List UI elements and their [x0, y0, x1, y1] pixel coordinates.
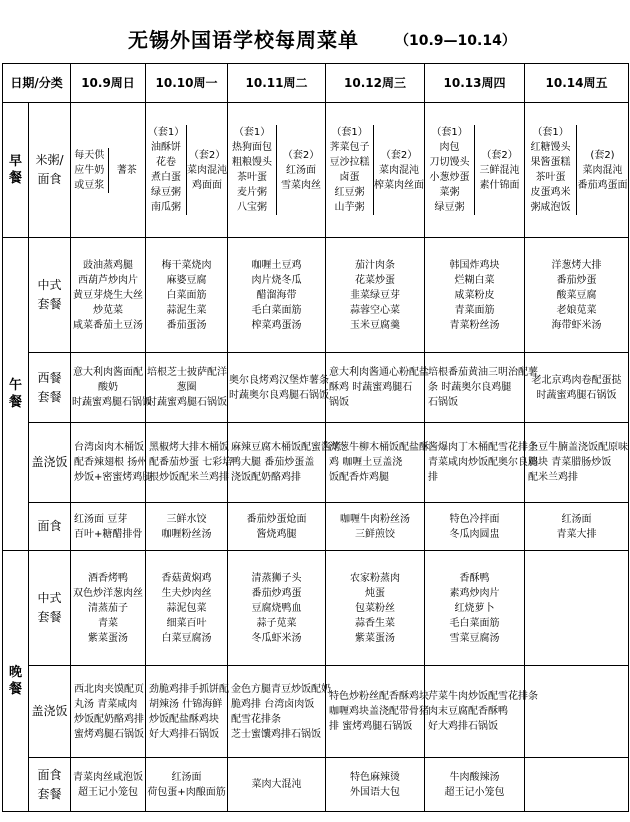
- menu-item-line: （套1）: [331, 127, 368, 138]
- menu-item-line: 牛肉酸辣汤: [449, 771, 500, 783]
- menu-item-line: 配米兰鸡排: [528, 472, 579, 483]
- menu-item-line: 油酥饼: [151, 142, 182, 153]
- menu-item-line: 洋葱烤大排: [551, 259, 602, 271]
- menu-cell: [425, 758, 525, 812]
- set-1-column: [146, 125, 186, 215]
- menu-item-line: 老娘苋菜: [556, 304, 597, 316]
- menu-item-line: （套2）: [481, 149, 518, 161]
- menu-cell: [525, 423, 629, 503]
- menu-cell: [326, 551, 425, 666]
- menu-item-line: 红汤面: [286, 164, 317, 176]
- menu-item-line: 咖喱鸡块盖浇配带骨猪: [329, 706, 430, 717]
- menu-item-line: 蓍茶: [116, 164, 137, 176]
- menu-item-line: 青菜肉丝咸泡饭: [73, 771, 144, 783]
- menu-item-line: 蜜烤鸡腿石锅饭: [74, 728, 145, 740]
- menu-item-line: （套2）: [188, 149, 226, 161]
- menu-item-line: 超王记小笼包: [78, 786, 139, 798]
- set-1-column: [425, 125, 474, 215]
- menu-cell: [525, 238, 629, 353]
- menu-item-line: 冬瓜虾米汤: [251, 632, 302, 644]
- category-label: 西餐 套餐: [29, 353, 71, 423]
- menu-item-line: 荠菜包子: [329, 142, 370, 153]
- menu-cell: [228, 503, 326, 551]
- menu-item-line: 韩国炸鸡块: [449, 259, 500, 271]
- menu-item-line: 炒苋菜: [93, 304, 124, 316]
- menu-item-line: 荷包蛋+肉酿面筋: [147, 786, 226, 798]
- menu-item-line: 青菜大排: [556, 528, 597, 540]
- menu-cell: [228, 666, 332, 758]
- menu-item-line: 红糖馒头: [530, 142, 571, 153]
- weekly-menu-table: [2, 63, 629, 812]
- menu-cell: [71, 666, 146, 758]
- menu-item-line: 应牛奶: [74, 164, 105, 176]
- dinner-rice-row: [3, 666, 629, 758]
- menu-item-line: 鸡面面: [192, 179, 223, 191]
- header-row: [3, 64, 629, 103]
- date-range: （10.9—10.14）: [395, 33, 516, 49]
- menu-item-line: 果酱蛋糕: [530, 157, 571, 168]
- menu-item-line: 酥鸡 时蔬蜜鸡腿石: [329, 382, 413, 393]
- menu-item-line: 菜肉混沌: [379, 164, 420, 176]
- menu-item-line: 南瓜粥: [151, 202, 182, 213]
- menu-item-line: 三鲜水饺: [166, 513, 207, 525]
- page-title: 无锡外国语学校每周菜单: [128, 28, 359, 52]
- menu-cell: [228, 238, 326, 353]
- lunch-chinese-row: [3, 238, 629, 353]
- menu-item-line: 番茄蛋汤: [166, 319, 207, 331]
- corner-header: 日期/分类: [3, 64, 71, 103]
- menu-item-line: 蒜子苋菜: [256, 617, 297, 629]
- menu-item-line: 时蔬奥尔良鸡腿石锅饭: [229, 389, 330, 401]
- menu-cell: [326, 503, 425, 551]
- menu-item-line: 茶叶蛋: [535, 172, 566, 183]
- set-1-column: [71, 148, 108, 193]
- menu-item-line: 炒饭配奶酪鸡排: [74, 713, 145, 725]
- category-label: 盖浇饭: [29, 666, 71, 758]
- menu-item-line: 时蔬蜜鸡腿石锅饭: [147, 397, 228, 408]
- menu-cell: [228, 353, 330, 423]
- menu-item-line: 酱烧鸡腿: [256, 528, 297, 540]
- category-label: 盖浇饭: [29, 423, 71, 503]
- menu-cell: [146, 353, 228, 423]
- menu-item-line: 梅干菜烧肉: [161, 259, 212, 271]
- meal-label-dinner: 晚 餐: [3, 551, 29, 812]
- menu-item-line: 酸菜豆腐: [556, 289, 597, 301]
- lunch-noodle-row: [3, 503, 629, 551]
- menu-item-line: 超王记小笼包: [444, 786, 505, 798]
- menu-item-line: 每天供: [74, 149, 105, 161]
- menu-item-line: 煮白蛋: [151, 172, 182, 183]
- menu-item-line: 蒜泥包菜: [166, 602, 207, 614]
- menu-item-line: 土豆牛腩盖浇饭配原味: [528, 442, 629, 453]
- menu-cell: [146, 666, 228, 758]
- menu-item-line: 洋葱牛柳木桶饭配盐酥: [329, 442, 430, 453]
- menu-cell: [71, 758, 146, 812]
- menu-item-line: 青菜面筋: [454, 304, 495, 316]
- menu-item-line: 肉片烧冬瓜: [251, 274, 302, 286]
- set-2-column: [276, 125, 325, 215]
- menu-item-line: 青菜粉丝汤: [449, 319, 500, 331]
- menu-item-line: 炖蛋: [365, 587, 386, 599]
- menu-item-line: 麻辣豆腐木桶饭配蜜酱烤: [231, 442, 342, 453]
- menu-cell: [146, 758, 228, 812]
- menu-item-line: 热狗面包: [232, 142, 273, 153]
- set-1-column: [228, 125, 276, 215]
- menu-item-line: 丸汤 青菜咸肉: [74, 698, 138, 710]
- menu-item-line: 小葱炒蛋: [429, 172, 470, 183]
- menu-item-line: 肉包: [439, 142, 460, 153]
- menu-item-line: 饭配香炸鸡腿: [329, 472, 390, 483]
- menu-item-line: 百叶+糖醋排骨: [74, 528, 143, 540]
- menu-item-line: 花卷: [156, 157, 177, 168]
- menu-item-line: 红汤面 豆芽: [74, 513, 128, 525]
- menu-item-line: 培根番茄黄油三明治配薯: [428, 367, 539, 378]
- menu-item-line: 刀切馒头: [429, 157, 470, 168]
- menu-item-line: 茄汁肉条: [355, 259, 396, 271]
- set-2-column: [576, 125, 628, 215]
- menu-item-line: 毛白菜面筋: [449, 617, 500, 629]
- menu-cell: [425, 353, 539, 423]
- set-1-column: [326, 125, 373, 215]
- menu-cell: [425, 238, 525, 353]
- menu-cell: [71, 423, 153, 503]
- menu-item-line: 雪菜豆腐汤: [449, 632, 500, 644]
- menu-item-line: 毛白菜面筋: [251, 304, 302, 316]
- menu-item-line: 八宝粥: [237, 202, 268, 213]
- menu-item-line: 青菜: [98, 617, 119, 629]
- menu-item-line: 特色冷拌面: [449, 513, 500, 525]
- menu-cell: [525, 353, 629, 423]
- menu-item-line: (套2): [590, 149, 615, 161]
- menu-item-line: 时蔬蜜鸡腿石锅饭: [536, 389, 617, 401]
- menu-item-line: 红汤面: [171, 771, 202, 783]
- menu-item-line: 绿豆粥: [434, 202, 465, 213]
- lunch-western-row: [3, 353, 629, 423]
- menu-item-line: 绿豆粥: [151, 187, 182, 198]
- menu-item-line: 黑椒烤大排木桶饭: [149, 442, 230, 453]
- menu-item-line: （套1）: [147, 127, 185, 138]
- menu-item-line: 配番茄炒蛋 七彩培: [149, 457, 233, 468]
- menu-item-line: 肉末豆腐配香酥鸭: [428, 706, 509, 717]
- menu-item-line: 双色炒洋葱肉丝: [73, 587, 144, 599]
- menu-item-line: 清蒸狮子头: [251, 572, 302, 584]
- menu-item-line: 麻婆豆腐: [166, 274, 207, 286]
- menu-cell: [71, 353, 153, 423]
- menu-item-line: 台湾卤肉木桶饭: [74, 442, 145, 453]
- category-label: 面食: [29, 503, 71, 551]
- menu-item-line: 素鸡炒肉片: [449, 587, 500, 599]
- meal-label-breakfast: 早 餐: [3, 103, 29, 238]
- menu-item-line: 雪菜肉丝: [281, 179, 322, 191]
- menu-item-line: 豉油蒸鸡腿: [83, 259, 134, 271]
- menu-item-line: 特色麻辣烫: [350, 771, 401, 783]
- menu-item-line: 鸭大腿 番茄炒蛋盖: [231, 457, 315, 468]
- menu-item-line: 酸奶: [98, 382, 119, 393]
- menu-item-line: 红烧萝卜: [454, 602, 495, 614]
- menu-cell: [71, 503, 146, 551]
- set-2-column: [474, 125, 524, 215]
- menu-item-line: 蒜泥生菜: [166, 304, 207, 316]
- menu-item-line: 葱圈: [176, 382, 197, 393]
- menu-item-line: 山芋粥: [334, 202, 365, 213]
- menu-item-line: 素什锦面: [479, 179, 520, 191]
- menu-cell: [71, 238, 146, 353]
- breakfast-cell: [425, 103, 525, 238]
- menu-cell-empty: [525, 551, 629, 666]
- breakfast-cell: [71, 103, 146, 238]
- menu-item-line: 玉米豆腐羹: [350, 319, 401, 331]
- menu-item-line: 蒜香生菜: [355, 617, 396, 629]
- category-label: 面食 套餐: [29, 758, 71, 812]
- menu-item-line: （套1）: [532, 127, 569, 138]
- day-header: 10.14周五: [525, 64, 629, 103]
- dinner-noodle-row: [3, 758, 629, 812]
- set-2-column: [108, 148, 146, 193]
- menu-item-line: 咖喱粉丝汤: [161, 528, 212, 540]
- menu-cell: [326, 238, 425, 353]
- menu-item-line: 劲脆鸡排手抓饼配: [149, 683, 230, 695]
- menu-item-line: 意大利肉酱通心粉配盐: [329, 367, 430, 378]
- menu-item-line: 咖喱土豆鸡: [251, 259, 302, 271]
- menu-item-line: 西北肉夹馍配页: [74, 683, 145, 695]
- menu-item-line: 粗粮馒头: [232, 157, 273, 168]
- menu-item-line: 香酥鸭: [459, 572, 490, 584]
- day-header: 10.13周四: [425, 64, 525, 103]
- day-header: 10.12周三: [326, 64, 425, 103]
- set-2-column: [186, 125, 227, 215]
- menu-cell: [228, 423, 342, 503]
- menu-cell: [228, 551, 326, 666]
- menu-item-line: 好大鸡排石锅饭: [149, 728, 220, 740]
- menu-item-line: 奥尔良烤鸡汉堡炸薯条: [229, 374, 330, 386]
- dinner-chinese-row: [3, 551, 629, 666]
- menu-item-line: 好大鸡排石锅饭: [428, 721, 499, 732]
- category-label: 米粥/ 面食: [29, 103, 71, 238]
- menu-cell: [326, 423, 430, 503]
- menu-item-line: 番茄炒蛋炝面: [246, 513, 307, 525]
- menu-item-line: 紫菜蛋汤: [88, 632, 129, 644]
- menu-item-line: 细菜百叶: [166, 617, 207, 629]
- menu-item-line: 冬瓜肉圆盅: [449, 528, 500, 540]
- menu-item-line: 石锅饭: [428, 397, 459, 408]
- menu-item-line: 茶叶蛋: [237, 172, 268, 183]
- menu-item-line: （套1）: [233, 127, 271, 138]
- menu-cell: [425, 423, 539, 503]
- menu-cell: [146, 503, 228, 551]
- menu-item-line: 番茄炒蛋: [556, 274, 597, 286]
- menu-item-line: 芹菜牛肉炒饭配雪花排条: [428, 691, 539, 702]
- menu-item-line: 炒饭配盐酥鸡块: [149, 713, 220, 725]
- set-2-column: [373, 125, 424, 215]
- menu-item-line: 黄豆芽烧生大丝: [73, 289, 144, 301]
- menu-item-line: 花菜炒蛋: [355, 274, 396, 286]
- menu-cell: [326, 758, 425, 812]
- menu-cell-empty: [525, 666, 629, 758]
- breakfast-cell: [228, 103, 326, 238]
- menu-item-line: 鸡块 青菜腊肠炒饭: [528, 457, 612, 468]
- menu-item-line: 菜粥: [439, 187, 460, 198]
- menu-item-line: 或豆浆: [74, 179, 105, 191]
- menu-item-line: 酒香烤鸭: [88, 572, 129, 584]
- menu-item-line: 芝士蜜馕鸡排石锅饭: [231, 728, 322, 740]
- menu-cell: [326, 353, 430, 423]
- menu-cell: [425, 666, 539, 758]
- menu-item-line: 白菜豆腐汤: [161, 632, 212, 644]
- menu-item-line: 菜肉混沌: [582, 164, 623, 176]
- menu-item-line: 意大利肉酱面配: [73, 367, 144, 378]
- menu-item-line: 时蔬蜜鸡腿石锅饭: [72, 397, 153, 408]
- menu-item-line: 菜肉混沌: [187, 164, 228, 176]
- menu-item-line: 金色方腿青豆炒饭配奶: [231, 683, 332, 695]
- menu-item-line: 农家粉蒸肉: [350, 572, 401, 584]
- menu-cell-empty: [525, 758, 629, 812]
- menu-cell: [425, 503, 525, 551]
- menu-item-line: 番茄鸡蛋面: [577, 179, 628, 191]
- menu-item-line: 青菜咸肉炒饭配奥尔良腿: [428, 457, 539, 468]
- menu-item-line: 咸菜番茄土豆汤: [73, 319, 144, 331]
- menu-item-line: 根炒饭配米兰鸡排: [149, 472, 230, 483]
- menu-item-line: 脆鸡排 台湾卤肉饭: [231, 698, 315, 710]
- menu-item-line: 培根芝士披萨配洋: [147, 367, 228, 378]
- menu-item-line: 皮蛋鸡米: [530, 187, 571, 198]
- menu-item-line: 三鲜煎饺: [355, 528, 396, 540]
- breakfast-row: [3, 103, 629, 238]
- menu-item-line: 紫菜蛋汤: [355, 632, 396, 644]
- menu-item-line: （套1）: [431, 127, 468, 138]
- menu-item-line: 炒饭+密蜜烤鸡腿: [74, 472, 153, 483]
- breakfast-cell: [326, 103, 425, 238]
- lunch-rice-row: [3, 423, 629, 503]
- menu-cell: [146, 551, 228, 666]
- menu-item-line: 海带虾米汤: [551, 319, 602, 331]
- menu-cell: [71, 551, 146, 666]
- menu-item-line: 生夫炒肉丝: [161, 587, 212, 599]
- menu-cell: [146, 423, 233, 503]
- menu-item-line: 特色炒粉丝配香酥鸡块: [329, 691, 430, 702]
- set-1-column: [525, 125, 576, 215]
- menu-cell: [228, 758, 326, 812]
- menu-cell: [425, 551, 525, 666]
- menu-item-line: 咸菜粉皮: [454, 289, 495, 301]
- menu-item-line: 包菜粉丝: [355, 602, 396, 614]
- menu-item-line: 番茄炒鸡蛋: [251, 587, 302, 599]
- menu-item-line: 豆腐烧鸭血: [251, 602, 302, 614]
- menu-item-line: 条 时蔬奥尔良鸡腿: [428, 382, 512, 393]
- meal-label-lunch: 午 餐: [3, 238, 29, 551]
- breakfast-cell: [146, 103, 228, 238]
- menu-item-line: 卤蛋: [339, 172, 360, 183]
- menu-item-line: 豆沙拉糕: [329, 157, 370, 168]
- menu-item-line: 菜肉大混沌: [251, 779, 302, 790]
- menu-item-line: 酱爆肉丁木桶配雪花排条: [428, 442, 539, 453]
- menu-item-line: 清蒸茄子: [88, 602, 129, 614]
- menu-item-line: 配雪花排条: [231, 713, 282, 725]
- day-header: 10.9周日: [71, 64, 146, 103]
- menu-item-line: （套2）: [282, 149, 320, 161]
- menu-item-line: 白菜面筋: [166, 289, 207, 301]
- menu-item-line: 韭菜绿豆芽: [350, 289, 401, 301]
- day-header: 10.10周一: [146, 64, 228, 103]
- menu-item-line: 西葫芦炒肉片: [78, 274, 139, 286]
- menu-item-line: 醋溜海带: [256, 289, 297, 301]
- menu-item-line: 鸡 咖喱土豆盖浇: [329, 457, 403, 468]
- menu-item-line: 榨菜肉丝面: [374, 179, 425, 191]
- menu-item-line: 排 蜜烤鸡腿石锅饭: [329, 721, 413, 732]
- menu-item-line: 咖喱牛肉粉丝汤: [340, 513, 411, 525]
- day-header: 10.11周二: [228, 64, 326, 103]
- breakfast-cell: [525, 103, 629, 238]
- category-label: 中式 套餐: [29, 238, 71, 353]
- menu-cell: [326, 666, 430, 758]
- menu-item-line: 麦片粥: [237, 187, 268, 198]
- menu-item-line: 蒜蓉空心菜: [350, 304, 401, 316]
- menu-title-area: [0, 0, 630, 62]
- menu-item-line: 红豆粥: [334, 187, 365, 198]
- menu-item-line: 三鲜混沌: [479, 164, 520, 176]
- menu-item-line: 外国语大包: [350, 786, 401, 798]
- menu-cell: [525, 503, 629, 551]
- menu-item-line: 老北京鸡肉卷配蛋挞: [531, 374, 622, 386]
- menu-item-line: 香菇黄焖鸡: [161, 572, 212, 584]
- menu-item-line: 烂糊白菜: [454, 274, 495, 286]
- menu-item-line: 榨菜鸡蛋汤: [251, 319, 302, 331]
- menu-item-line: 浇饭配奶酪鸡排: [231, 472, 302, 483]
- menu-item-line: 排: [428, 472, 439, 483]
- menu-item-line: 粥咸泡饭: [530, 202, 571, 213]
- menu-item-line: 胡辣汤 什锦海鲜: [149, 698, 223, 710]
- menu-item-line: 配香辣翅根 扬州: [74, 457, 148, 468]
- menu-item-line: 红汤面: [561, 513, 592, 525]
- category-label: 中式 套餐: [29, 551, 71, 666]
- menu-cell: [146, 238, 228, 353]
- menu-item-line: （套2）: [380, 149, 418, 161]
- menu-item-line: 锅饭: [329, 397, 350, 408]
